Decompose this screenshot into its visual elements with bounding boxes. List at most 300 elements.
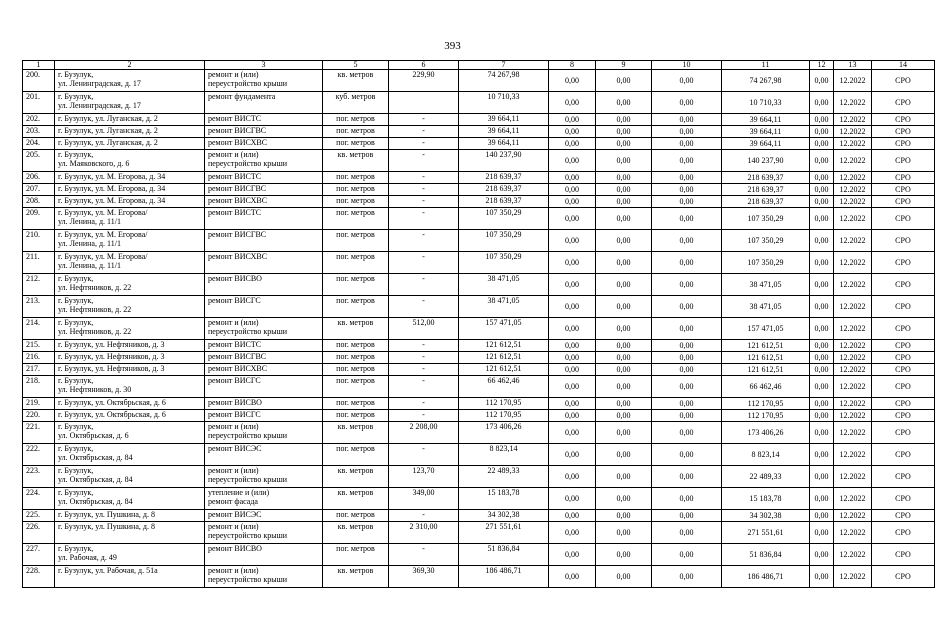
deadline-cell: 12.2022	[834, 398, 872, 410]
deadline-cell: 12.2022	[834, 488, 872, 510]
col11-cell: 39 664,11	[722, 114, 810, 126]
column-header: 8	[549, 61, 596, 70]
unit-cell: пог. метров	[323, 230, 389, 252]
col9-cell: 0,00	[596, 208, 652, 230]
total-cost-cell: 51 836,84	[459, 544, 549, 566]
total-cost-cell: 157 471,05	[459, 318, 549, 340]
work-type-cell: ремонт и (или) переустройство крыши	[205, 150, 323, 172]
work-type-cell: ремонт ВИСГВС	[205, 352, 323, 364]
col10-cell: 0,00	[652, 444, 722, 466]
address-cell: г. Бузулук, ул. Луганская, д. 2	[55, 126, 205, 138]
total-cost-cell: 74 267,98	[459, 70, 549, 92]
unit-cell: пог. метров	[323, 364, 389, 376]
row-number: 206.	[23, 172, 55, 184]
volume-cell: -	[389, 208, 459, 230]
table-row	[23, 522, 935, 544]
col12-cell: 0,00	[810, 92, 834, 114]
table-row	[23, 510, 935, 522]
volume-cell: -	[389, 184, 459, 196]
work-type-cell: ремонт и (или) переустройство крыши	[205, 466, 323, 488]
col10-cell: 0,00	[652, 208, 722, 230]
table-row	[23, 172, 935, 184]
method-cell: СРО	[872, 138, 935, 150]
col9-cell: 0,00	[596, 444, 652, 466]
deadline-cell: 12.2022	[834, 466, 872, 488]
col11-cell: 107 350,29	[722, 208, 810, 230]
col12-cell: 0,00	[810, 296, 834, 318]
col10-cell: 0,00	[652, 522, 722, 544]
address-cell: г. Бузулук, ул. М. Егорова/ ул. Ленина, д. 11/1	[55, 252, 205, 274]
row-number: 222.	[23, 444, 55, 466]
col9-cell: 0,00	[596, 70, 652, 92]
method-cell: СРО	[872, 126, 935, 138]
col9-cell: 0,00	[596, 172, 652, 184]
total-cost-cell: 66 462,46	[459, 376, 549, 398]
col11-cell: 107 350,29	[722, 230, 810, 252]
work-type-cell: ремонт ВИСГС	[205, 376, 323, 398]
unit-cell: пог. метров	[323, 172, 389, 184]
work-type-cell: ремонт ВИСТС	[205, 208, 323, 230]
volume-cell: -	[389, 352, 459, 364]
address-cell: г. Бузулук, ул. Нефтяников, д. 22	[55, 274, 205, 296]
address-cell: г. Бузулук, ул. Октябрьская, д. 84	[55, 488, 205, 510]
col8-cell: 0,00	[549, 544, 596, 566]
method-cell: СРО	[872, 466, 935, 488]
col11-cell: 39 664,11	[722, 138, 810, 150]
table-row	[23, 364, 935, 376]
row-number: 220.	[23, 410, 55, 422]
col9-cell: 0,00	[596, 230, 652, 252]
col8-cell: 0,00	[549, 364, 596, 376]
volume-cell: -	[389, 150, 459, 172]
address-cell: г. Бузулук, ул. Октябрьская, д. 6	[55, 410, 205, 422]
total-cost-cell: 8 823,14	[459, 444, 549, 466]
table-row	[23, 150, 935, 172]
work-type-cell: ремонт ВИСГВС	[205, 184, 323, 196]
unit-cell: пог. метров	[323, 352, 389, 364]
col10-cell: 0,00	[652, 510, 722, 522]
work-type-cell: ремонт ВИСТС	[205, 340, 323, 352]
total-cost-cell: 112 170,95	[459, 398, 549, 410]
row-number: 210.	[23, 230, 55, 252]
col12-cell: 0,00	[810, 318, 834, 340]
table-row	[23, 230, 935, 252]
deadline-cell: 12.2022	[834, 172, 872, 184]
volume-cell: 512,00	[389, 318, 459, 340]
deadline-cell: 12.2022	[834, 410, 872, 422]
volume-cell: -	[389, 230, 459, 252]
row-number: 205.	[23, 150, 55, 172]
col10-cell: 0,00	[652, 544, 722, 566]
col12-cell: 0,00	[810, 252, 834, 274]
col9-cell: 0,00	[596, 398, 652, 410]
col8-cell: 0,00	[549, 318, 596, 340]
col8-cell: 0,00	[549, 150, 596, 172]
col12-cell: 0,00	[810, 150, 834, 172]
col11-cell: 22 489,33	[722, 466, 810, 488]
col9-cell: 0,00	[596, 376, 652, 398]
col11-cell: 112 170,95	[722, 410, 810, 422]
col11-cell: 15 183,78	[722, 488, 810, 510]
total-cost-cell: 121 612,51	[459, 352, 549, 364]
unit-cell: кв. метров	[323, 466, 389, 488]
unit-cell: пог. метров	[323, 138, 389, 150]
col12-cell: 0,00	[810, 364, 834, 376]
col10-cell: 0,00	[652, 296, 722, 318]
col8-cell: 0,00	[549, 70, 596, 92]
col8-cell: 0,00	[549, 126, 596, 138]
col12-cell: 0,00	[810, 114, 834, 126]
work-type-cell: ремонт ВИСГС	[205, 296, 323, 318]
col9-cell: 0,00	[596, 114, 652, 126]
table-row	[23, 138, 935, 150]
table-row	[23, 352, 935, 364]
unit-cell: кв. метров	[323, 70, 389, 92]
row-number: 227.	[23, 544, 55, 566]
work-type-cell: ремонт ВИСГВС	[205, 230, 323, 252]
total-cost-cell: 121 612,51	[459, 340, 549, 352]
col8-cell: 0,00	[549, 444, 596, 466]
row-number: 204.	[23, 138, 55, 150]
col9-cell: 0,00	[596, 510, 652, 522]
address-cell: г. Бузулук, ул. Ленинградская, д. 17	[55, 70, 205, 92]
volume-cell: -	[389, 410, 459, 422]
address-cell: г. Бузулук, ул. Октябрьская, д. 6	[55, 398, 205, 410]
unit-cell: пог. метров	[323, 252, 389, 274]
unit-cell: пог. метров	[323, 274, 389, 296]
col12-cell: 0,00	[810, 566, 834, 588]
total-cost-cell: 121 612,51	[459, 364, 549, 376]
col11-cell: 34 302,38	[722, 510, 810, 522]
col10-cell: 0,00	[652, 126, 722, 138]
col9-cell: 0,00	[596, 340, 652, 352]
col11-cell: 186 486,71	[722, 566, 810, 588]
col11-cell: 66 462,46	[722, 376, 810, 398]
col11-cell: 121 612,51	[722, 340, 810, 352]
col10-cell: 0,00	[652, 138, 722, 150]
method-cell: СРО	[872, 566, 935, 588]
col8-cell: 0,00	[549, 510, 596, 522]
table-row	[23, 376, 935, 398]
volume-cell: 2 208,00	[389, 422, 459, 444]
page-number: 393	[444, 40, 461, 52]
address-cell: г. Бузулук, ул. Нефтяников, д. 3	[55, 364, 205, 376]
col10-cell: 0,00	[652, 172, 722, 184]
col9-cell: 0,00	[596, 150, 652, 172]
unit-cell: пог. метров	[323, 544, 389, 566]
work-type-cell: ремонт ВИСХВС	[205, 196, 323, 208]
work-type-cell: ремонт ВИСЭС	[205, 444, 323, 466]
col11-cell: 140 237,90	[722, 150, 810, 172]
address-cell: г. Бузулук, ул. Нефтяников, д. 22	[55, 296, 205, 318]
row-number: 225.	[23, 510, 55, 522]
table-row	[23, 544, 935, 566]
method-cell: СРО	[872, 184, 935, 196]
col11-cell: 218 639,37	[722, 196, 810, 208]
total-cost-cell: 34 302,38	[459, 510, 549, 522]
col12-cell: 0,00	[810, 422, 834, 444]
col9-cell: 0,00	[596, 364, 652, 376]
table-row	[23, 252, 935, 274]
work-type-cell: ремонт и (или) переустройство крыши	[205, 70, 323, 92]
table-row	[23, 114, 935, 126]
method-cell: СРО	[872, 114, 935, 126]
deadline-cell: 12.2022	[834, 208, 872, 230]
table-row	[23, 398, 935, 410]
deadline-cell: 12.2022	[834, 92, 872, 114]
row-number: 212.	[23, 274, 55, 296]
volume-cell: -	[389, 138, 459, 150]
col12-cell: 0,00	[810, 126, 834, 138]
column-header: 7	[459, 61, 549, 70]
row-number: 207.	[23, 184, 55, 196]
volume-cell: -	[389, 252, 459, 274]
total-cost-cell: 22 489,33	[459, 466, 549, 488]
col12-cell: 0,00	[810, 488, 834, 510]
method-cell: СРО	[872, 196, 935, 208]
address-cell: г. Бузулук, ул. Ленинградская, д. 17	[55, 92, 205, 114]
deadline-cell: 12.2022	[834, 114, 872, 126]
col8-cell: 0,00	[549, 252, 596, 274]
col11-cell: 271 551,61	[722, 522, 810, 544]
total-cost-cell: 218 639,37	[459, 184, 549, 196]
row-number: 218.	[23, 376, 55, 398]
method-cell: СРО	[872, 522, 935, 544]
col8-cell: 0,00	[549, 274, 596, 296]
row-number: 228.	[23, 566, 55, 588]
total-cost-cell: 140 237,90	[459, 150, 549, 172]
table-row	[23, 184, 935, 196]
col9-cell: 0,00	[596, 488, 652, 510]
address-cell: г. Бузулук, ул. М. Егорова/ ул. Ленина, д. 11/1	[55, 208, 205, 230]
col8-cell: 0,00	[549, 466, 596, 488]
work-type-cell: ремонт ВИСВО	[205, 274, 323, 296]
col8-cell: 0,00	[549, 184, 596, 196]
col11-cell: 39 664,11	[722, 126, 810, 138]
deadline-cell: 12.2022	[834, 352, 872, 364]
address-cell: г. Бузулук, ул. Маяковского, д. 6	[55, 150, 205, 172]
col9-cell: 0,00	[596, 522, 652, 544]
col8-cell: 0,00	[549, 92, 596, 114]
column-header: 13	[834, 61, 872, 70]
address-cell: г. Бузулук, ул. Октябрьская, д. 84	[55, 466, 205, 488]
work-type-cell: ремонт ВИСГС	[205, 410, 323, 422]
work-type-cell: ремонт ВИСВО	[205, 544, 323, 566]
method-cell: СРО	[872, 208, 935, 230]
col9-cell: 0,00	[596, 184, 652, 196]
row-number: 226.	[23, 522, 55, 544]
method-cell: СРО	[872, 252, 935, 274]
col12-cell: 0,00	[810, 444, 834, 466]
col12-cell: 0,00	[810, 138, 834, 150]
deadline-cell: 12.2022	[834, 510, 872, 522]
deadline-cell: 12.2022	[834, 544, 872, 566]
unit-cell: кв. метров	[323, 318, 389, 340]
method-cell: СРО	[872, 318, 935, 340]
volume-cell: -	[389, 398, 459, 410]
work-type-cell: ремонт и (или) переустройство крыши	[205, 522, 323, 544]
volume-cell: -	[389, 376, 459, 398]
row-number: 208.	[23, 196, 55, 208]
method-cell: СРО	[872, 92, 935, 114]
col10-cell: 0,00	[652, 318, 722, 340]
col10-cell: 0,00	[652, 92, 722, 114]
address-cell: г. Бузулук, ул. Пушкина, д. 8	[55, 522, 205, 544]
address-cell: г. Бузулук, ул. Нефтяников, д. 22	[55, 318, 205, 340]
repair-schedule-table	[22, 60, 935, 588]
deadline-cell: 12.2022	[834, 70, 872, 92]
deadline-cell: 12.2022	[834, 444, 872, 466]
work-type-cell: ремонт ВИСХВС	[205, 138, 323, 150]
col8-cell: 0,00	[549, 196, 596, 208]
method-cell: СРО	[872, 172, 935, 184]
col9-cell: 0,00	[596, 422, 652, 444]
address-cell: г. Бузулук, ул. М. Егорова, д. 34	[55, 172, 205, 184]
method-cell: СРО	[872, 398, 935, 410]
total-cost-cell: 15 183,78	[459, 488, 549, 510]
address-cell: г. Бузулук, ул. Октябрьская, д. 84	[55, 444, 205, 466]
unit-cell: пог. метров	[323, 376, 389, 398]
col9-cell: 0,00	[596, 126, 652, 138]
col8-cell: 0,00	[549, 172, 596, 184]
address-cell: г. Бузулук, ул. Октябрьская, д. 6	[55, 422, 205, 444]
work-type-cell: ремонт и (или) переустройство крыши	[205, 566, 323, 588]
col12-cell: 0,00	[810, 544, 834, 566]
deadline-cell: 12.2022	[834, 184, 872, 196]
col10-cell: 0,00	[652, 364, 722, 376]
table-row	[23, 126, 935, 138]
unit-cell: кв. метров	[323, 422, 389, 444]
method-cell: СРО	[872, 444, 935, 466]
volume-cell: 123,70	[389, 466, 459, 488]
row-number: 215.	[23, 340, 55, 352]
total-cost-cell: 39 664,11	[459, 114, 549, 126]
volume-cell: -	[389, 172, 459, 184]
deadline-cell: 12.2022	[834, 340, 872, 352]
col11-cell: 51 836,84	[722, 544, 810, 566]
row-number: 216.	[23, 352, 55, 364]
total-cost-cell: 10 710,33	[459, 92, 549, 114]
col11-cell: 121 612,51	[722, 352, 810, 364]
table-row	[23, 208, 935, 230]
col12-cell: 0,00	[810, 376, 834, 398]
total-cost-cell: 107 350,29	[459, 208, 549, 230]
col11-cell: 38 471,05	[722, 296, 810, 318]
address-cell: г. Бузулук, ул. Луганская, д. 2	[55, 114, 205, 126]
volume-cell: 2 310,00	[389, 522, 459, 544]
col12-cell: 0,00	[810, 352, 834, 364]
work-type-cell: ремонт ВИСТС	[205, 114, 323, 126]
table-row	[23, 566, 935, 588]
unit-cell: пог. метров	[323, 126, 389, 138]
method-cell: СРО	[872, 364, 935, 376]
method-cell: СРО	[872, 544, 935, 566]
col8-cell: 0,00	[549, 522, 596, 544]
total-cost-cell: 186 486,71	[459, 566, 549, 588]
method-cell: СРО	[872, 376, 935, 398]
col9-cell: 0,00	[596, 196, 652, 208]
table-row	[23, 488, 935, 510]
volume-cell: -	[389, 544, 459, 566]
col11-cell: 121 612,51	[722, 364, 810, 376]
total-cost-cell: 112 170,95	[459, 410, 549, 422]
work-type-cell: ремонт ВИСХВС	[205, 252, 323, 274]
volume-cell: -	[389, 444, 459, 466]
deadline-cell: 12.2022	[834, 230, 872, 252]
col10-cell: 0,00	[652, 352, 722, 364]
work-type-cell: ремонт и (или) переустройство крыши	[205, 318, 323, 340]
address-cell: г. Бузулук, ул. Нефтяников, д. 30	[55, 376, 205, 398]
unit-cell: пог. метров	[323, 398, 389, 410]
total-cost-cell: 271 551,61	[459, 522, 549, 544]
column-header: 5	[323, 61, 389, 70]
col8-cell: 0,00	[549, 114, 596, 126]
total-cost-cell: 107 350,29	[459, 230, 549, 252]
deadline-cell: 12.2022	[834, 126, 872, 138]
col12-cell: 0,00	[810, 70, 834, 92]
column-header: 12	[810, 61, 834, 70]
volume-cell: 369,30	[389, 566, 459, 588]
table-body	[23, 70, 935, 588]
method-cell: СРО	[872, 70, 935, 92]
row-number: 203.	[23, 126, 55, 138]
work-type-cell: ремонт ВИСХВС	[205, 364, 323, 376]
method-cell: СРО	[872, 410, 935, 422]
unit-cell: пог. метров	[323, 184, 389, 196]
volume-cell	[389, 92, 459, 114]
col9-cell: 0,00	[596, 138, 652, 150]
total-cost-cell: 39 664,11	[459, 126, 549, 138]
col10-cell: 0,00	[652, 398, 722, 410]
deadline-cell: 12.2022	[834, 138, 872, 150]
total-cost-cell: 38 471,05	[459, 296, 549, 318]
col10-cell: 0,00	[652, 114, 722, 126]
method-cell: СРО	[872, 488, 935, 510]
table-row	[23, 92, 935, 114]
col8-cell: 0,00	[549, 138, 596, 150]
row-number: 201.	[23, 92, 55, 114]
volume-cell: -	[389, 274, 459, 296]
col11-cell: 218 639,37	[722, 184, 810, 196]
unit-cell: пог. метров	[323, 296, 389, 318]
col9-cell: 0,00	[596, 252, 652, 274]
volume-cell: 229,90	[389, 70, 459, 92]
volume-cell: 349,00	[389, 488, 459, 510]
method-cell: СРО	[872, 296, 935, 318]
col8-cell: 0,00	[549, 422, 596, 444]
col10-cell: 0,00	[652, 376, 722, 398]
col8-cell: 0,00	[549, 488, 596, 510]
unit-cell: пог. метров	[323, 208, 389, 230]
col10-cell: 0,00	[652, 252, 722, 274]
unit-cell: пог. метров	[323, 114, 389, 126]
col11-cell: 38 471,05	[722, 274, 810, 296]
unit-cell: пог. метров	[323, 510, 389, 522]
method-cell: СРО	[872, 352, 935, 364]
column-number-row	[23, 61, 935, 70]
col9-cell: 0,00	[596, 318, 652, 340]
work-type-cell: ремонт ВИСТС	[205, 172, 323, 184]
col9-cell: 0,00	[596, 92, 652, 114]
table-row	[23, 444, 935, 466]
table-row	[23, 410, 935, 422]
total-cost-cell: 173 406,26	[459, 422, 549, 444]
table-row	[23, 70, 935, 92]
col12-cell: 0,00	[810, 184, 834, 196]
col12-cell: 0,00	[810, 398, 834, 410]
row-number: 202.	[23, 114, 55, 126]
work-type-cell: утепление и (или) ремонт фасада	[205, 488, 323, 510]
